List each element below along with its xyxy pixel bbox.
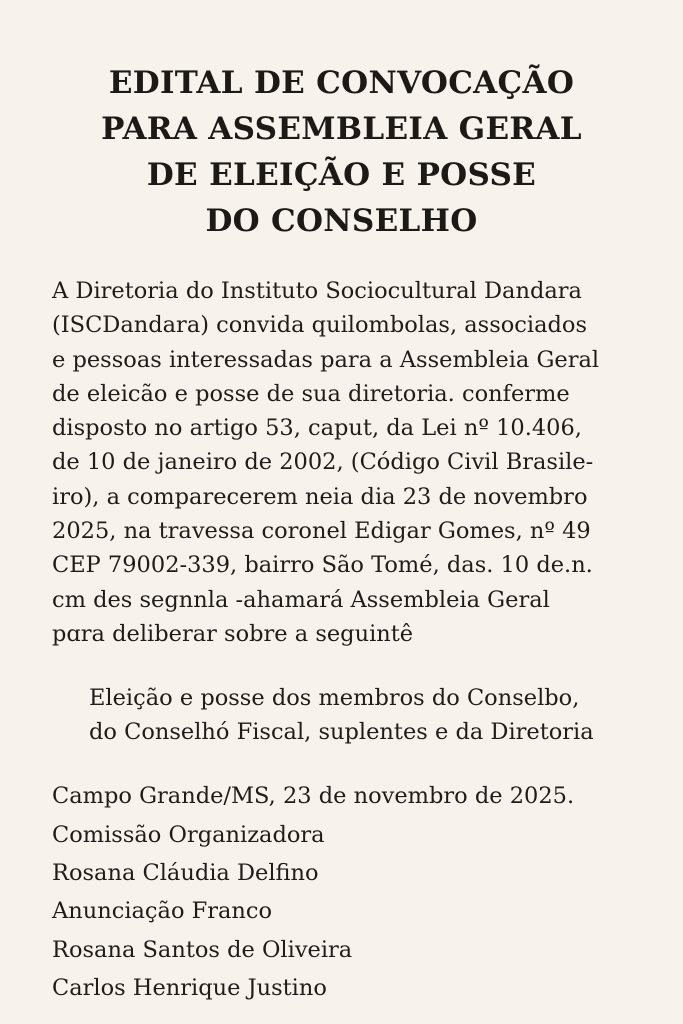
closing-block: [52, 777, 631, 1007]
agenda-line: do Conselhó Fiscal, suplentes e da Diretoria: [89, 719, 594, 746]
agenda-line: Eleição e posse dos membros do Conselbo,: [89, 685, 580, 712]
title-line: DO CONSELHO: [205, 203, 478, 239]
body-line: CEP 79002-339, bairro São Tomé, das. 10 de.n.: [52, 552, 593, 579]
signatory-name: Anunciação Franco: [52, 898, 273, 925]
notice-body: [52, 274, 631, 651]
body-line: A Diretoria do Instituto Sociocultural Dandara: [52, 278, 582, 304]
signatory-name: Rosana Santos de Oliveira: [52, 936, 353, 963]
body-line: 2025, na travessa coronel Edigar Gomes, nº 49: [52, 518, 591, 545]
body-line: de 10 de janeiro de 2002, (Código Civil Brasile-: [52, 449, 594, 476]
body-line: (ISCDandara) convida quilombolas, associados: [52, 312, 588, 339]
title-line: PARA ASSEMBLEIA GERAL: [101, 111, 582, 147]
body-line: iro), a comparecerem neia dia 23 de novembro: [52, 483, 588, 510]
body-line: e pessoas interessadas para a Assembleia Geral: [52, 346, 600, 373]
signatory-name: Carlos Henrique Justino: [52, 975, 327, 1002]
title-line: DE ELEIÇÃO E POSSE: [146, 157, 537, 193]
title-line: EDITAL DE CONVOCAÇÃO: [108, 65, 575, 101]
body-line: disposto no artigo 53, caput, da Lei nº 10.406,: [52, 415, 582, 442]
agenda-item: [89, 681, 631, 749]
place-date: Campo Grande/MS, 23 de novembro de 2025.: [52, 783, 575, 810]
notice-title: [52, 60, 631, 244]
committee-name: Comissão Organizadora: [52, 821, 325, 848]
signatory-name: Rosana Cláudia Delfino: [52, 860, 319, 887]
body-line: cm des segnnla -ahamará Assembleia Geral: [52, 586, 550, 613]
body-line: pɑra deliberar sobre a seguintê: [52, 620, 414, 647]
body-line: de eleicão e posse de sua diretoria. conferme: [52, 380, 570, 407]
